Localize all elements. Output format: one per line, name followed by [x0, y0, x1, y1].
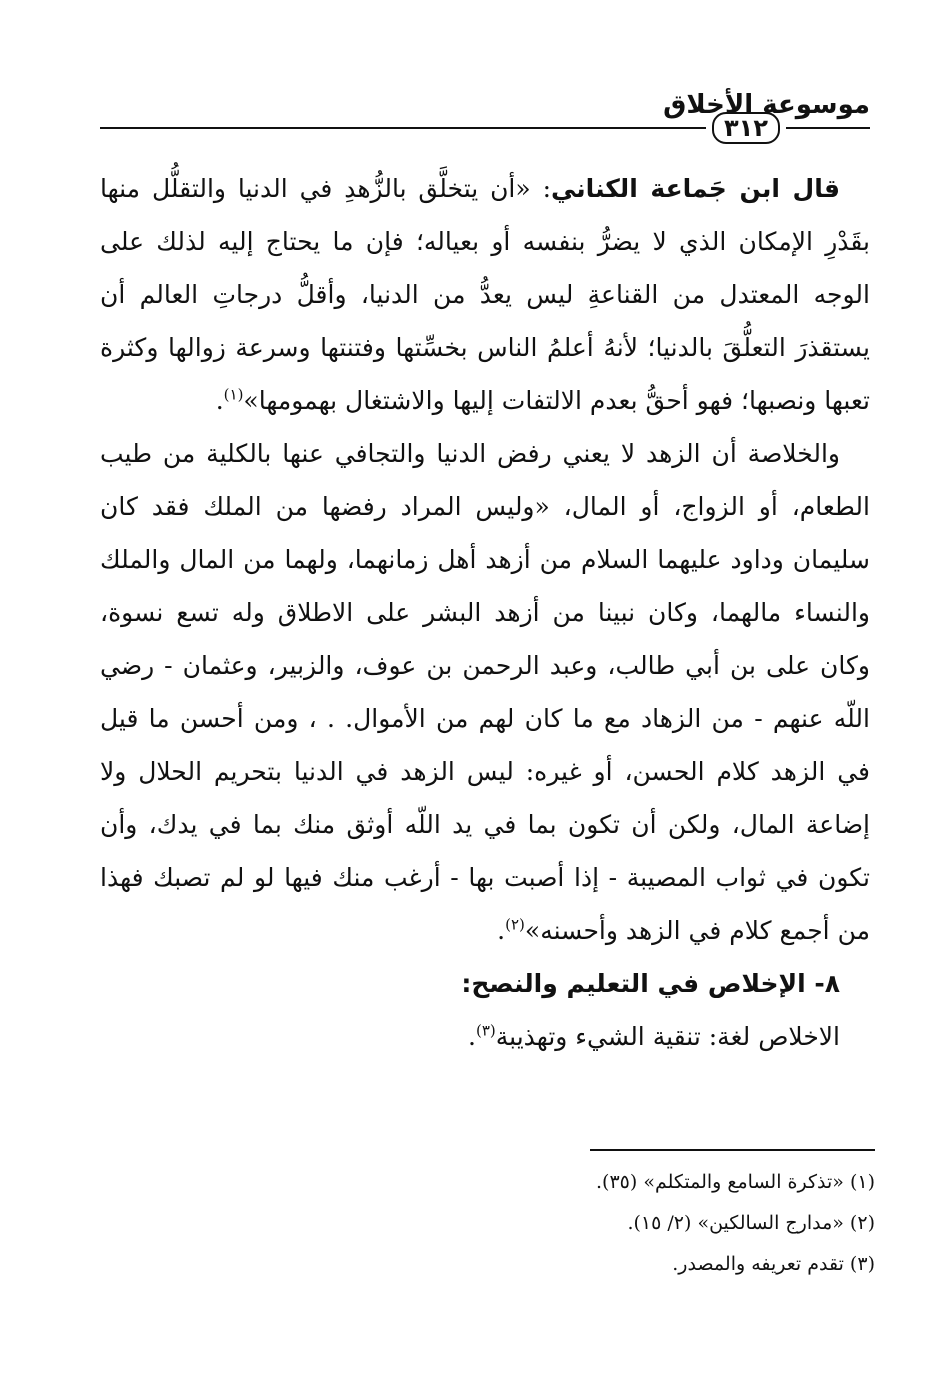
- footnotes: [100, 1162, 875, 1285]
- paragraph-end: .: [468, 1022, 476, 1051]
- main-text: [100, 162, 870, 1063]
- footnote-ref-3: (٣): [475, 1021, 496, 1040]
- summary-text: والخلاصة أن الزهد لا يعني رفض الدنيا والتجافي عنها بالكلية من طيب الطعام، أو الزواج، أو المال، «وليس المراد رفضها من الملك فقد كان سليمان وداود عليهما السلام من أزهد أهل زمانهما، ولهما من المال والملك والنساء مالهما، وكان نبينا من أزهد البشر على الاطلاق وله تسع نسوة، وكان على بن أبي طالب، وعبد الرحمن بن عوف، والزبير، وعثمان - رضي اللّه عنهم - من الزهاد مع ما كان لهم من الأموال. . ، ومن أحسن ما قيل في الزهد كلام الحسن، أو غيره: ليس الزهد في الدنيا بتحريم الحلال ولا إضاعة المال، ولكن أن تكون بما في يد اللّه أوثق منك بما في يدك، وأن تكون في ثواب المصيبة - إذا أصبت بها - أرغب منك فيها لو لم تصبك فهذا من أجمع كلام في الزهد وأحسنه»: [100, 439, 870, 945]
- definition-line: [100, 1010, 870, 1063]
- paragraph-end: .: [215, 386, 224, 415]
- quote-speaker: قال ابن جَماعة الكناني: [551, 174, 841, 203]
- header-rule-right: [786, 127, 870, 129]
- header-rule-left: [100, 127, 706, 129]
- footnote-ref-2: (٢): [505, 915, 525, 934]
- paragraph-end: .: [497, 916, 506, 945]
- paragraph-summary: [100, 427, 870, 957]
- quote-text: : «أن يتخلَّق بالزُّهدِ في الدنيا والتقلُّل منها بقَدْرِ الإمكان الذي لا يضرُّ بنفسه أو بعياله؛ فإن ما يحتاج إليه لذلك على الوجه المعتدل من القناعةِ ليس يعدُّ من الدنيا، وأقلُّ درجاتِ العالم أن يستقذرَ التعلُّقَ بالدنيا؛ لأنهُ أعلمُ الناس بخسِّتها وفتنتها وسرعة زوالها وكثرة تعبها ونصبها؛ فهو أحقُّ بعدم الالتفات إليها والاشتغال بهمومها»: [100, 174, 870, 415]
- footnote-item: (٣) تقدم تعريفه والمصدر.: [672, 1253, 875, 1275]
- section-heading: ٨- الإخلاص في التعليم والنصح:: [461, 969, 840, 998]
- footnote-item: (٢) «مدارج السالكين» (٢/ ١٥).: [627, 1212, 875, 1234]
- footnote-item: (١) «تذكرة السامع والمتكلم» (٣٥).: [596, 1171, 875, 1193]
- page-header: [100, 88, 870, 142]
- paragraph-quote-ibn-jamaah: [100, 162, 870, 427]
- definition-text: الاخلاص لغة: تنقية الشيء وتهذيبة: [495, 1022, 840, 1051]
- book-title: موسوعة الأخلاق: [663, 90, 870, 120]
- footnote-ref-1: (١): [223, 385, 244, 404]
- footnote-separator: [590, 1149, 875, 1151]
- page-number: ٣١٢: [724, 114, 768, 142]
